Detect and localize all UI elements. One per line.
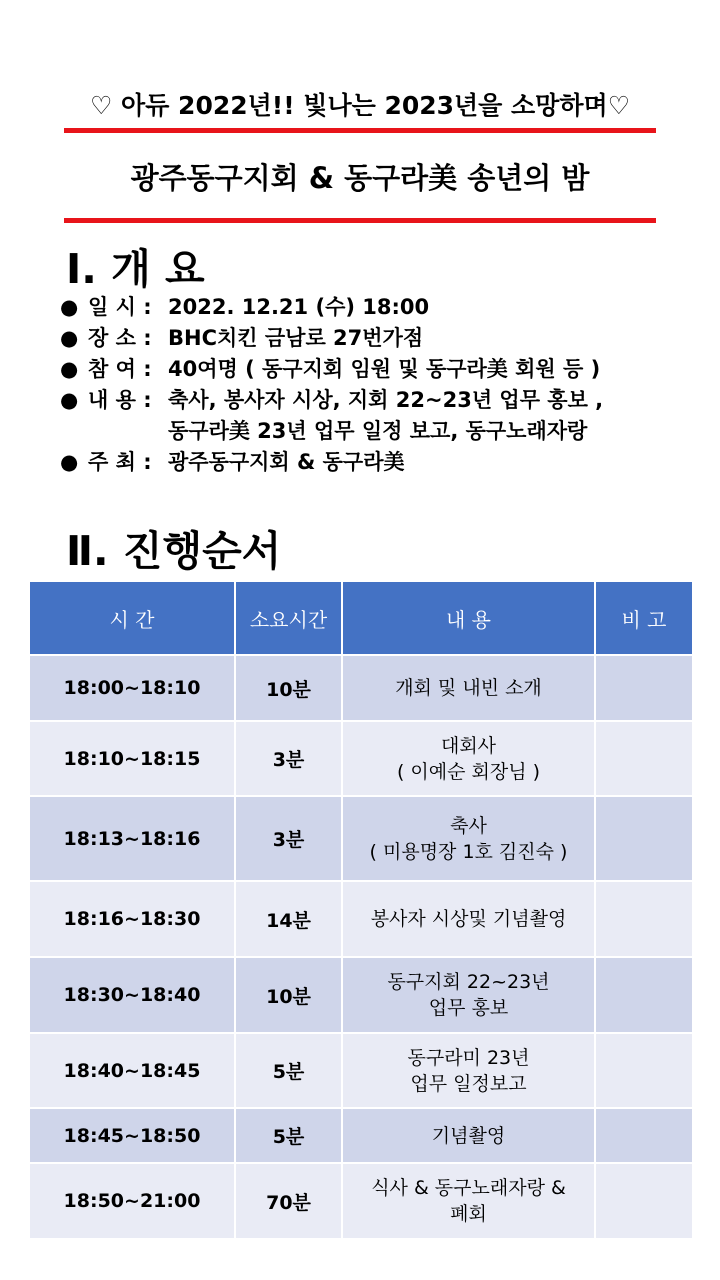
table-row bbox=[29, 1163, 693, 1239]
overview-list bbox=[60, 292, 710, 478]
table-row bbox=[29, 655, 693, 721]
cell-duration: 14분 bbox=[235, 881, 342, 957]
cell-note bbox=[595, 1163, 693, 1239]
cell-note bbox=[595, 881, 693, 957]
cell-note bbox=[595, 1033, 693, 1108]
overview-value: 광주동구지회 & 동구라美 bbox=[168, 450, 405, 474]
cell-time: 18:30~18:40 bbox=[29, 957, 235, 1033]
bullet-icon: ● bbox=[60, 388, 79, 412]
header-duration: 소요시간 bbox=[235, 581, 342, 655]
cell-note bbox=[595, 655, 693, 721]
cell-content: 대회사 ( 이예순 회장님 ) bbox=[342, 721, 595, 796]
overview-label: 일 시 : bbox=[88, 295, 152, 319]
overview-label: 참 여 : bbox=[88, 357, 152, 381]
overview-value: BHC치킨 금남로 27번가점 bbox=[168, 326, 424, 350]
overview-value: 축사, 봉사자 시상, 지회 22~23년 업무 홍보 , bbox=[168, 388, 604, 412]
table-row bbox=[29, 957, 693, 1033]
overview-value: 2022. 12.21 (수) 18:00 bbox=[168, 295, 430, 319]
cell-content: 봉사자 시상및 기념촬영 bbox=[342, 881, 595, 957]
cell-duration: 5분 bbox=[235, 1033, 342, 1108]
cell-note bbox=[595, 1108, 693, 1163]
cell-content: 기념촬영 bbox=[342, 1108, 595, 1163]
schedule-heading: Ⅱ. 진행순서 bbox=[66, 527, 282, 575]
cell-time: 18:45~18:50 bbox=[29, 1108, 235, 1163]
cell-duration: 10분 bbox=[235, 655, 342, 721]
cell-time: 18:40~18:45 bbox=[29, 1033, 235, 1108]
overview-label: 내 용 : bbox=[88, 388, 152, 412]
overview-label: 주 최 : bbox=[88, 450, 152, 474]
schedule-table bbox=[28, 580, 694, 1240]
cell-content: 식사 & 동구노래자랑 & 폐회 bbox=[342, 1163, 595, 1239]
table-row bbox=[29, 721, 693, 796]
bullet-icon: ● bbox=[60, 357, 79, 381]
overview-place bbox=[60, 323, 710, 354]
red-divider-top bbox=[64, 128, 656, 133]
red-divider-bottom bbox=[64, 218, 656, 223]
cell-time: 18:13~18:16 bbox=[29, 796, 235, 881]
overview-value: 40여명 ( 동구지회 임원 및 동구라美 회원 등 ) bbox=[168, 357, 601, 381]
cell-note bbox=[595, 957, 693, 1033]
cell-duration: 3분 bbox=[235, 796, 342, 881]
cell-duration: 10분 bbox=[235, 957, 342, 1033]
overview-label: 장 소 : bbox=[88, 326, 152, 350]
cell-duration: 5분 bbox=[235, 1108, 342, 1163]
bullet-icon: ● bbox=[60, 326, 79, 350]
overview-date bbox=[60, 292, 710, 323]
cell-content: 동구라미 23년 업무 일정보고 bbox=[342, 1033, 595, 1108]
cell-time: 18:50~21:00 bbox=[29, 1163, 235, 1239]
table-header-row bbox=[29, 581, 693, 655]
event-title: 광주동구지회 & 동구라美 송년의 밤 bbox=[130, 161, 590, 195]
cell-time: 18:00~18:10 bbox=[29, 655, 235, 721]
overview-content bbox=[60, 385, 710, 447]
cell-time: 18:10~18:15 bbox=[29, 721, 235, 796]
cell-content: 동구지회 22~23년 업무 홍보 bbox=[342, 957, 595, 1033]
overview-value: 동구라美 23년 업무 일정 보고, 동구노래자랑 bbox=[168, 419, 588, 443]
cell-content: 개회 및 내빈 소개 bbox=[342, 655, 595, 721]
cell-content: 축사 ( 미용명장 1호 김진숙 ) bbox=[342, 796, 595, 881]
overview-heading: Ⅰ. 개 요 bbox=[66, 245, 205, 293]
table-row bbox=[29, 796, 693, 881]
cell-note bbox=[595, 721, 693, 796]
cell-duration: 70분 bbox=[235, 1163, 342, 1239]
cell-duration: 3분 bbox=[235, 721, 342, 796]
overview-host bbox=[60, 447, 710, 478]
overview-participants bbox=[60, 354, 710, 385]
bullet-icon: ● bbox=[60, 295, 79, 319]
cell-time: 18:16~18:30 bbox=[29, 881, 235, 957]
header-note: 비 고 bbox=[595, 581, 693, 655]
table-row bbox=[29, 1033, 693, 1108]
cell-note bbox=[595, 796, 693, 881]
bullet-icon: ● bbox=[60, 450, 79, 474]
table-row bbox=[29, 881, 693, 957]
header-content: 내 용 bbox=[342, 581, 595, 655]
banner-title: ♡ 아듀 2022년!! 빛나는 2023년을 소망하며♡ bbox=[89, 91, 631, 120]
header-time: 시 간 bbox=[29, 581, 235, 655]
table-row bbox=[29, 1108, 693, 1163]
